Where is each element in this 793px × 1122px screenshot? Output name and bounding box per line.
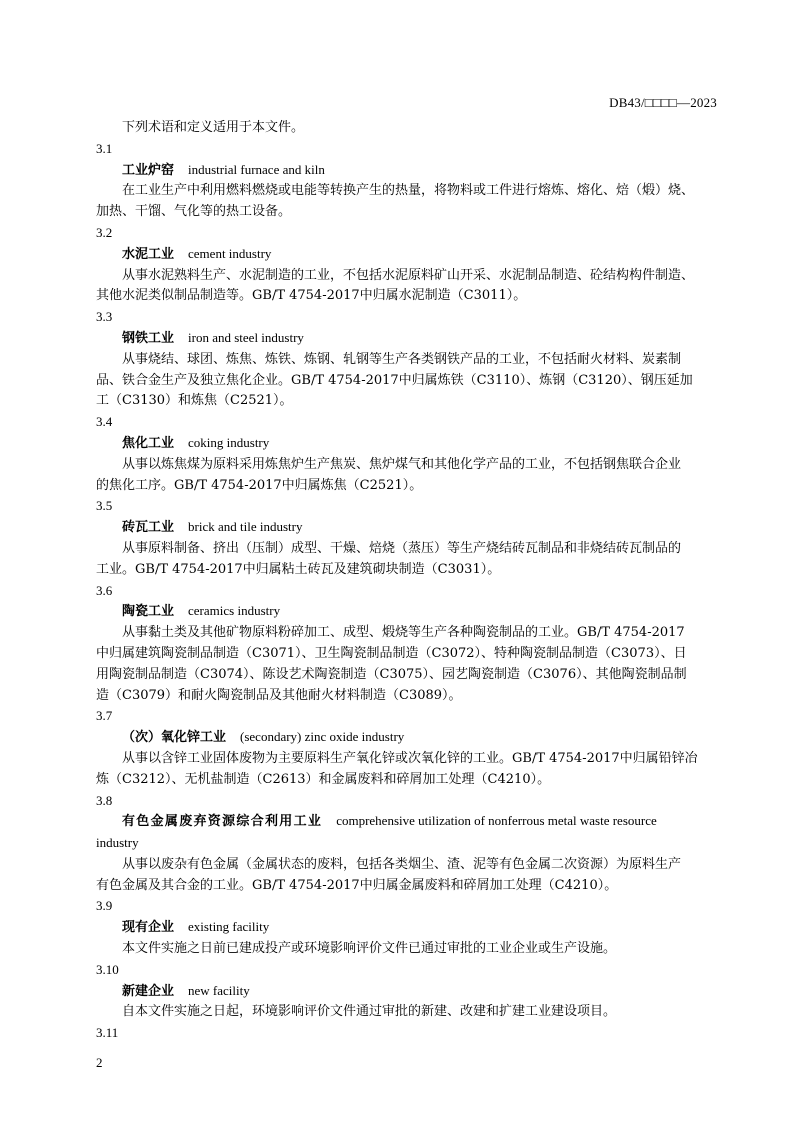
definition-line: 从事以炼焦煤为原料采用炼焦炉生产焦炭、焦炉煤气和其他化学产品的工业，不包括钢焦联合企业 [122, 456, 682, 472]
term-heading [96, 601, 718, 623]
intro-text: 下列术语和定义适用于本文件。 [122, 120, 305, 135]
term-chinese: 现有企业 [122, 920, 175, 936]
term-english-cont: industry [96, 835, 139, 851]
term-english: industrial furnace and kiln [188, 161, 325, 177]
definition-line: 工（C3130）和炼焦（C2521）。 [96, 393, 293, 409]
term-heading [96, 981, 718, 1003]
definition-line: 自本文件实施之日起，环境影响评价文件通过审批的新建、改建和扩建工业建设项目。 [122, 1004, 617, 1020]
definition-line: 从事水泥熟料生产、水泥制造的工业，不包括水泥原料矿山开采、水泥制品制造、砼结构构件制造、 [122, 267, 695, 283]
term-chinese: 钢铁工业 [122, 330, 175, 346]
term-heading [96, 160, 718, 182]
term-heading [96, 433, 718, 455]
term-number: 3.11 [96, 1025, 119, 1041]
term-english: ceramics industry [188, 603, 281, 619]
term-english-continued [96, 833, 718, 855]
definition-line: 造（C3079）和耐火陶瓷制品及其他耐火材料制造（C3089）。 [96, 687, 462, 703]
definition-line: 从事以废杂有色金属（金属状态的废料，包括各类烟尘、渣、泥等有色金属二次资源）为原料生产 [122, 856, 682, 872]
term-chinese: 有色金属废弃资源综合利用工业 [122, 814, 323, 830]
definition-line: 从事黏土类及其他矿物原料粉碎加工、成型、煅烧等生产各种陶瓷制品的工业。GB/T 4754-2017 [122, 625, 685, 641]
term-number: 3.9 [96, 898, 113, 914]
definition-line: 的焦化工序。GB/T 4754-2017中归属炼焦（C2521）。 [96, 477, 423, 493]
term-chinese: （次）氧化锌工业 [122, 730, 227, 746]
document-code-header: DB43/□□□□—2023 [609, 95, 717, 110]
term-english: comprehensive utilization of nonferrous metal waste resource [336, 813, 657, 829]
term-english: new facility [188, 982, 250, 998]
term-heading [96, 727, 718, 749]
definition-line: 从事以含锌工业固体废物为主要原料生产氧化锌或次氧化锌的工业。GB/T 4754-2017中归属铅锌冶 [122, 750, 698, 766]
term-number: 3.6 [96, 582, 113, 598]
page-number: 2 [96, 1055, 103, 1070]
definition-line: 用陶瓷制品制造（C3074）、陈设艺术陶瓷制造（C3075）、园艺陶瓷制造（C3076）、其他陶瓷制品制 [96, 666, 687, 682]
term-chinese: 砖瓦工业 [122, 520, 175, 536]
term-chinese: 新建企业 [122, 983, 175, 999]
definition-line: 在工业生产中利用燃料燃烧或电能等转换产生的热量，将物料或工件进行熔炼、熔化、焙（煅）烧、 [122, 183, 695, 199]
term-number: 3.10 [96, 961, 119, 977]
term-number: 3.7 [96, 708, 113, 724]
term-number: 3.4 [96, 414, 113, 430]
definition-line: 工业。GB/T 4754-2017中归属粘土砖瓦及建筑砌块制造（C3031）。 [96, 561, 501, 577]
definition-line: 炼（C3212）、无机盐制造（C2613）和金属废料和碎屑加工处理（C4210）。 [96, 771, 551, 787]
definition-line: 其他水泥类似制品制造等。GB/T 4754-2017中归属水泥制造（C3011）。 [96, 288, 527, 304]
term-chinese: 工业炉窑 [122, 162, 175, 178]
definition-line: 从事烧结、球团、炼焦、炼铁、炼钢、轧钢等生产各类钢铁产品的工业，不包括耐火材料、炭素制 [122, 351, 682, 367]
term-english: brick and tile industry [188, 519, 303, 535]
definition-line: 有色金属及其合金的工业。GB/T 4754-2017中归属金属废料和碎屑加工处理（C4210）。 [96, 877, 618, 893]
definition-line: 从事原料制备、挤出（压制）成型、干燥、焙烧（蒸压）等生产烧结砖瓦制品和非烧结砖瓦制品的 [122, 540, 682, 556]
term-heading [96, 811, 718, 833]
term-heading [96, 917, 718, 939]
term-number: 3.3 [96, 309, 113, 325]
term-number: 3.2 [96, 224, 113, 240]
term-english: cement industry [188, 245, 272, 261]
term-english: iron and steel industry [188, 329, 304, 345]
term-chinese: 水泥工业 [122, 246, 175, 262]
term-number: 3.1 [96, 140, 113, 156]
term-chinese: 陶瓷工业 [122, 604, 175, 620]
term-english: existing facility [188, 919, 270, 935]
term-number: 3.8 [96, 792, 113, 808]
term-heading [96, 517, 718, 539]
term-number: 3.5 [96, 498, 113, 514]
term-english: coking industry [188, 434, 270, 450]
definition-line: 中归属建筑陶瓷制品制造（C3071）、卫生陶瓷制品制造（C3072）、特种陶瓷制品制造（C3073）、日 [96, 645, 687, 661]
definition-line: 品、铁合金生产及独立焦化企业。GB/T 4754-2017中归属炼铁（C3110）、炼钢（C3120）、钢压延加 [96, 372, 693, 388]
term-chinese: 焦化工业 [122, 435, 175, 451]
definition-line: 本文件实施之日前已建成投产或环境影响评价文件已通过审批的工业企业或生产设施。 [122, 941, 617, 957]
term-heading [96, 244, 718, 266]
terms-section [96, 118, 718, 1044]
term-heading [96, 328, 718, 350]
term-english: (secondary) zinc oxide industry [240, 729, 405, 745]
definition-line: 加热、干馏、气化等的热工设备。 [96, 204, 292, 220]
